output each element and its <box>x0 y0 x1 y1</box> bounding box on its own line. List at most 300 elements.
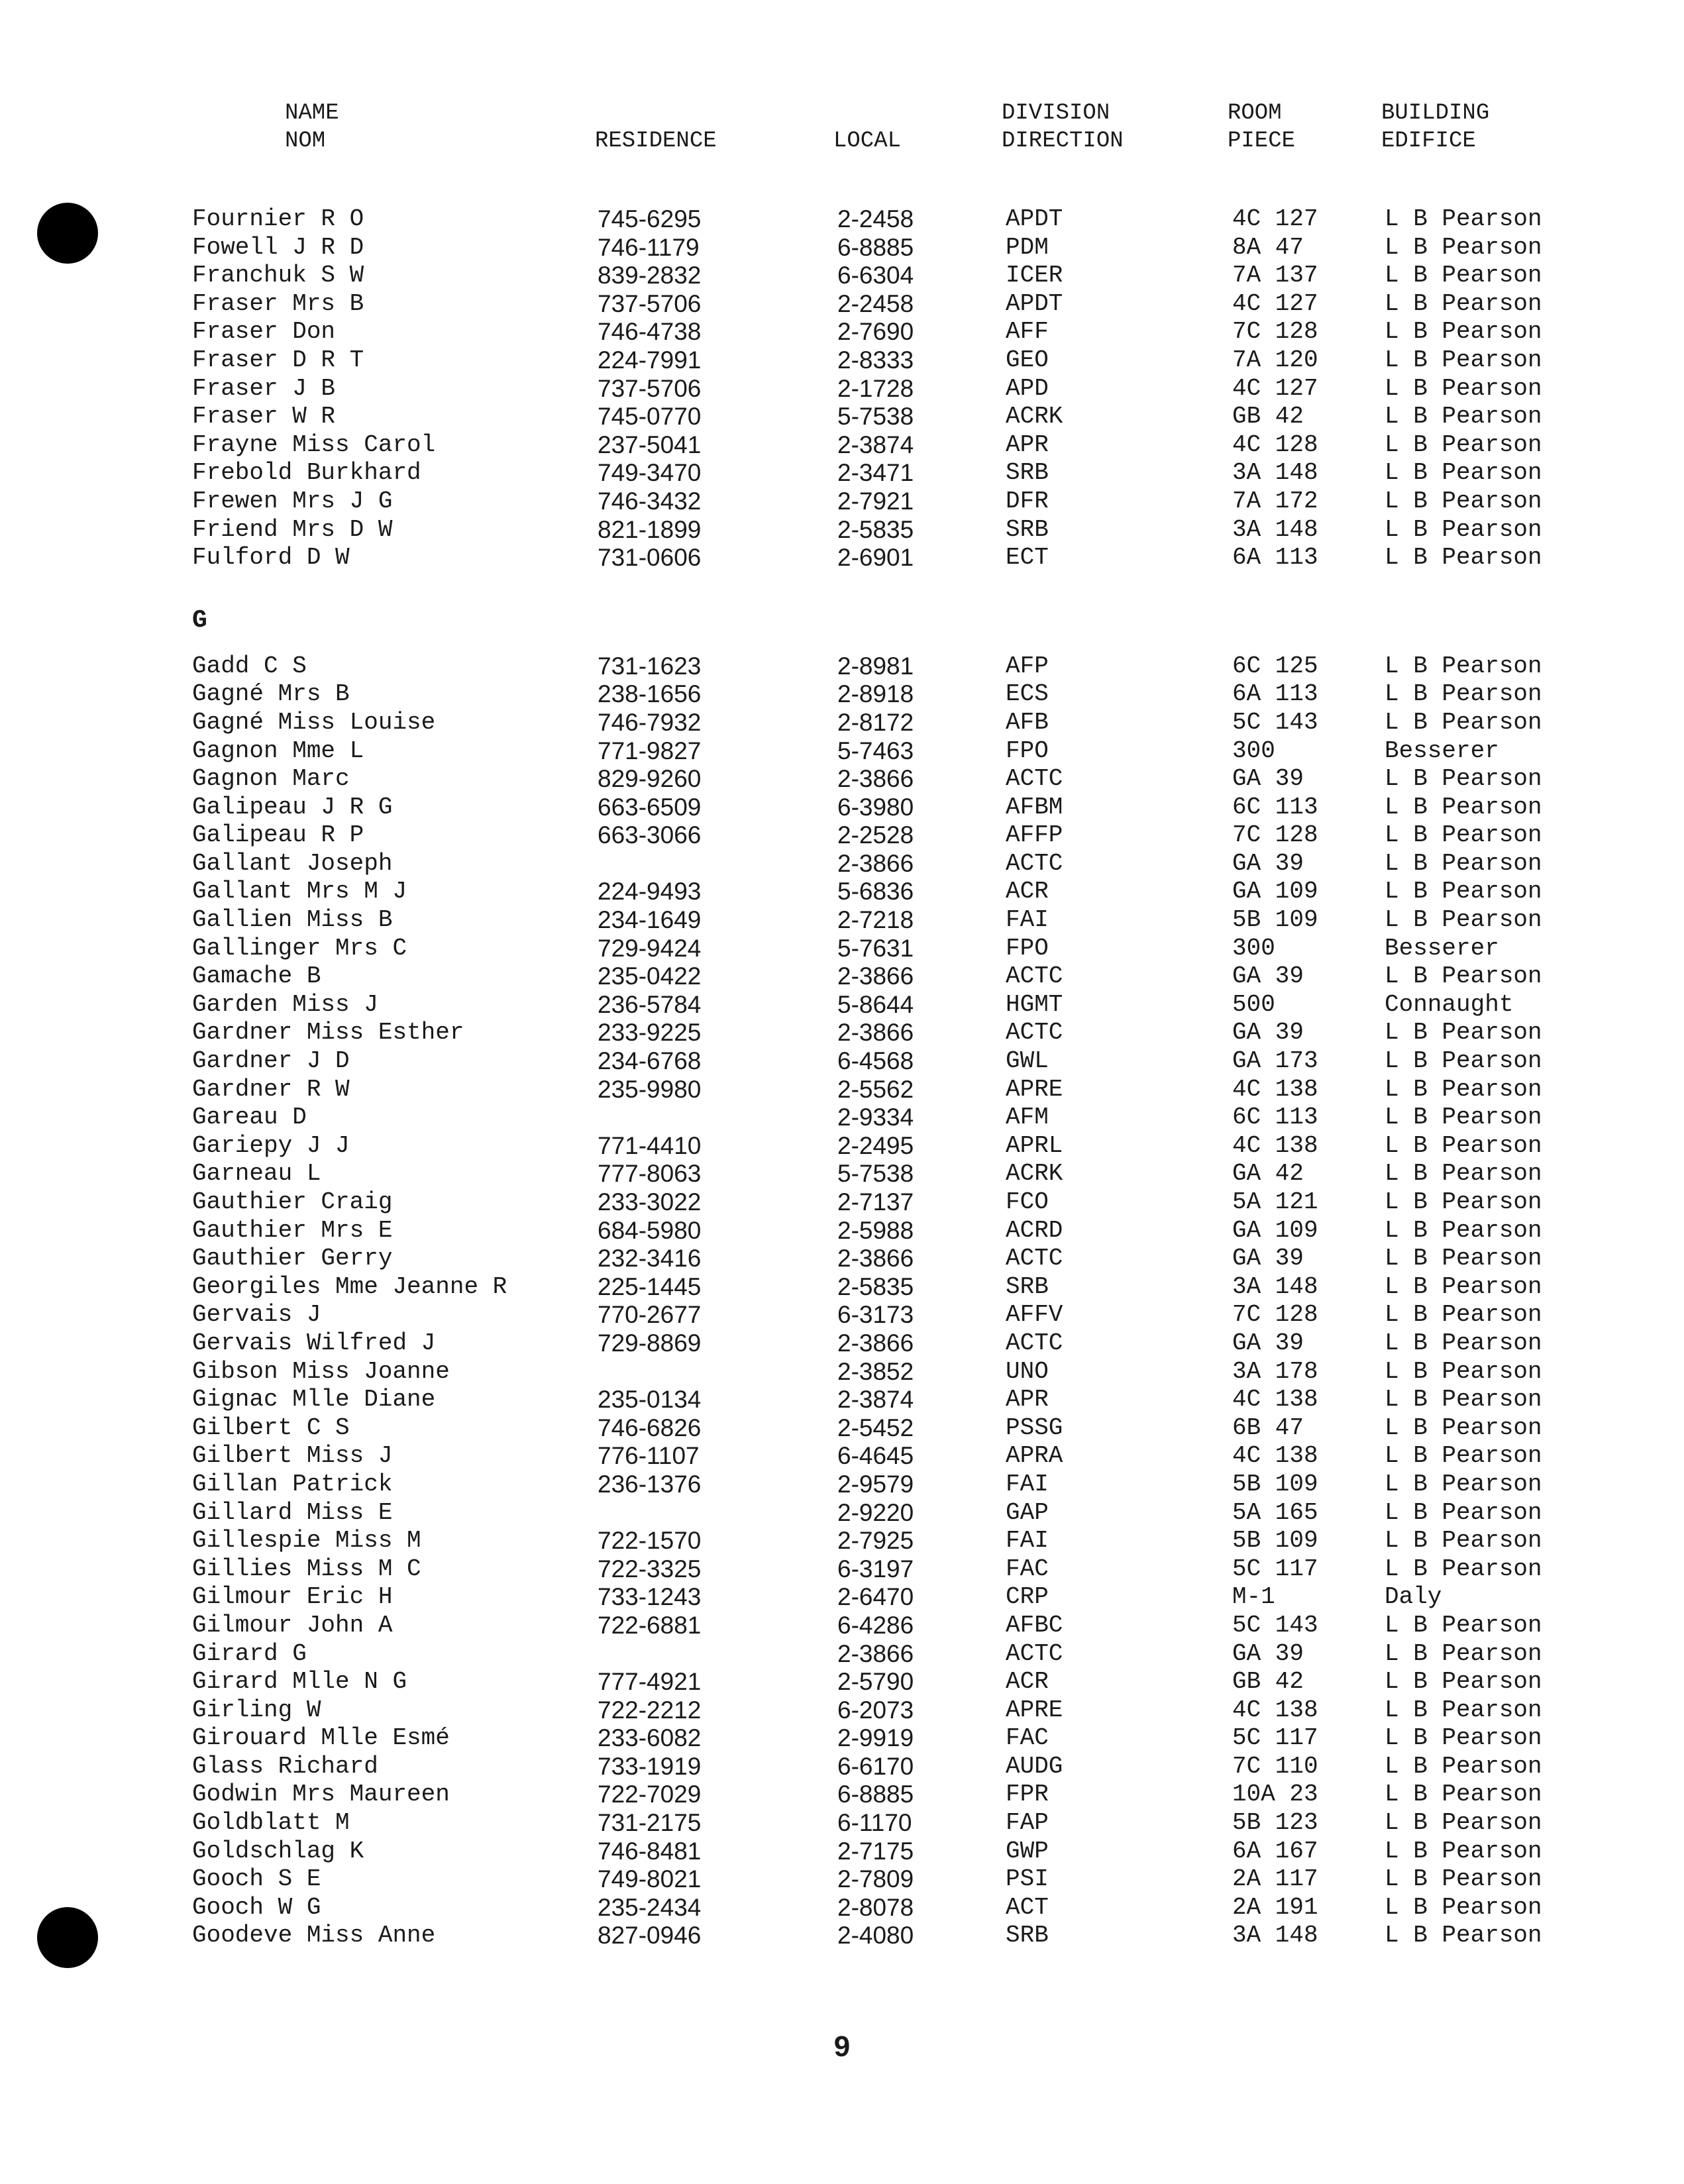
entry-room: 10A 23 <box>1232 1781 1318 1808</box>
entry-building: L B Pearson <box>1385 346 1542 374</box>
entry-building: L B Pearson <box>1385 318 1542 346</box>
directory-row <box>0 1894 1684 1922</box>
entry-building: L B Pearson <box>1385 1047 1542 1075</box>
entry-division: ACT <box>1006 1893 1049 1921</box>
directory-row <box>0 1414 1684 1443</box>
entry-name: Gamache B <box>192 962 321 990</box>
directory-row <box>0 1527 1684 1555</box>
entry-division: APRL <box>1006 1131 1063 1159</box>
entry-residence: 232-3416 <box>598 1245 702 1273</box>
entry-residence: 684-5980 <box>598 1216 702 1244</box>
entry-building: L B Pearson <box>1385 1639 1542 1667</box>
entry-division: APR <box>1006 1386 1049 1414</box>
entry-building: L B Pearson <box>1385 1245 1542 1273</box>
entry-local: 6-3173 <box>837 1301 914 1329</box>
entry-division: AFFP <box>1006 821 1063 849</box>
entry-residence: 233-9225 <box>598 1019 702 1047</box>
entry-local: 2-6901 <box>837 544 914 572</box>
directory-row <box>0 1838 1684 1866</box>
entry-division: SRB <box>1006 515 1049 543</box>
entry-division: GWP <box>1006 1837 1049 1865</box>
entry-building: L B Pearson <box>1385 652 1542 680</box>
entry-room: 5A 165 <box>1232 1498 1318 1526</box>
entry-residence: 224-9493 <box>598 878 702 906</box>
header-name: NAME NOM <box>285 101 339 154</box>
entry-room: 4C 128 <box>1232 431 1318 458</box>
entry-name: Gillan Patrick <box>192 1470 393 1498</box>
entry-division: FAC <box>1006 1555 1049 1583</box>
directory-row <box>0 1922 1684 1950</box>
entry-local: 2-6470 <box>837 1583 914 1611</box>
entry-room: 6C 113 <box>1232 793 1318 821</box>
entry-name: Fraser Mrs B <box>192 289 364 317</box>
entry-building: L B Pearson <box>1385 849 1542 877</box>
entry-local: 2-4080 <box>837 1922 914 1950</box>
directory-row <box>0 1442 1684 1471</box>
entry-division: FPO <box>1006 934 1049 962</box>
entry-name: Frewen Mrs J G <box>192 487 393 515</box>
directory-row <box>0 1499 1684 1528</box>
directory-row <box>0 1640 1684 1669</box>
entry-building: L B Pearson <box>1385 878 1542 906</box>
entry-building: Besserer <box>1385 934 1499 962</box>
entry-name: Gariepy J J <box>192 1131 350 1159</box>
entry-building: L B Pearson <box>1385 233 1542 261</box>
entry-residence: 776-1107 <box>598 1442 700 1470</box>
entry-division: UNO <box>1006 1357 1049 1385</box>
entry-local: 2-5835 <box>837 515 914 543</box>
entry-building: L B Pearson <box>1385 1329 1542 1357</box>
entry-local: 2-2528 <box>837 821 914 849</box>
entry-local: 2-8078 <box>837 1893 914 1921</box>
entry-room: 7A 137 <box>1232 262 1318 289</box>
entry-name: Frayne Miss Carol <box>192 431 436 458</box>
entry-division: ACTC <box>1006 1639 1063 1667</box>
entry-residence: 777-8063 <box>598 1160 702 1188</box>
entry-residence: 777-4921 <box>598 1668 702 1696</box>
entry-name: Fraser J B <box>192 374 336 402</box>
entry-room: 2A 191 <box>1232 1893 1318 1921</box>
entry-division: AFP <box>1006 652 1049 680</box>
entry-room: 5B 109 <box>1232 1470 1318 1498</box>
entry-name: Franchuk S W <box>192 262 364 289</box>
entry-name: Gallinger Mrs C <box>192 934 407 962</box>
entry-room: 7C 110 <box>1232 1752 1318 1780</box>
directory-row <box>0 906 1684 935</box>
entry-building: L B Pearson <box>1385 403 1542 431</box>
entry-name: Fraser W R <box>192 403 336 431</box>
entry-name: Gilbert Miss J <box>192 1442 393 1470</box>
entry-local: 2-8333 <box>837 346 914 374</box>
entry-name: Frebold Burkhard <box>192 459 421 487</box>
entry-division: APRE <box>1006 1696 1063 1724</box>
entry-residence: 237-5041 <box>598 431 702 458</box>
entry-division: DFR <box>1006 487 1049 515</box>
entry-name: Garneau L <box>192 1160 321 1188</box>
directory-row <box>0 962 1684 991</box>
entry-local: 2-7809 <box>837 1865 914 1893</box>
entry-local: 2-3866 <box>837 962 914 990</box>
entry-local: 2-7925 <box>837 1527 914 1555</box>
entry-name: Gagnon Mme L <box>192 737 364 764</box>
entry-room: M-1 <box>1232 1583 1275 1611</box>
entry-room: 6C 113 <box>1232 1104 1318 1131</box>
directory-row <box>0 1076 1684 1104</box>
entry-residence: 236-1376 <box>598 1470 702 1498</box>
entry-division: ACTC <box>1006 765 1063 793</box>
entry-name: Gervais Wilfred J <box>192 1329 436 1357</box>
header-residence: RESIDENCE <box>595 129 717 154</box>
entry-local: 6-4568 <box>837 1047 914 1075</box>
entry-name: Garden Miss J <box>192 990 378 1018</box>
entry-name: Fulford D W <box>192 544 350 572</box>
entry-building: L B Pearson <box>1385 1414 1542 1441</box>
entry-residence: 233-3022 <box>598 1188 702 1216</box>
entry-division: FAP <box>1006 1809 1049 1837</box>
entry-local: 2-7921 <box>837 487 914 515</box>
directory-row <box>0 403 1684 431</box>
entry-name: Friend Mrs D W <box>192 515 393 543</box>
entry-building: L B Pearson <box>1385 1668 1542 1696</box>
entry-name: Gillespie Miss M <box>192 1527 421 1555</box>
entry-residence: 827-0946 <box>598 1922 702 1950</box>
entry-local: 2-7218 <box>837 906 914 934</box>
entry-room: 300 <box>1232 934 1275 962</box>
entry-building: L B Pearson <box>1385 1273 1542 1300</box>
entry-residence: 746-8481 <box>598 1837 702 1865</box>
directory-row <box>0 1273 1684 1302</box>
entry-room: 6C 125 <box>1232 652 1318 680</box>
directory-row <box>0 1188 1684 1217</box>
entry-division: FCO <box>1006 1188 1049 1216</box>
entry-building: L B Pearson <box>1385 1781 1542 1808</box>
entry-building: L B Pearson <box>1385 1470 1542 1498</box>
entry-residence: 749-8021 <box>598 1865 702 1893</box>
entry-room: 3A 148 <box>1232 515 1318 543</box>
entry-room: 2A 117 <box>1232 1865 1318 1893</box>
directory-row <box>0 1047 1684 1076</box>
entry-room: 6A 167 <box>1232 1837 1318 1865</box>
directory-row <box>0 488 1684 516</box>
entry-room: 5C 143 <box>1232 708 1318 736</box>
entry-building: L B Pearson <box>1385 205 1542 233</box>
directory-row <box>0 1583 1684 1612</box>
entry-building: L B Pearson <box>1385 1216 1542 1244</box>
entry-local: 6-8885 <box>837 233 914 261</box>
entry-division: APRE <box>1006 1075 1063 1103</box>
directory-row <box>0 1019 1684 1047</box>
header-room: ROOM PIECE <box>1228 101 1296 154</box>
directory-row <box>0 1301 1684 1329</box>
directory-row <box>0 1471 1684 1499</box>
entry-room: 3A 178 <box>1232 1357 1318 1385</box>
entry-local: 2-7690 <box>837 318 914 346</box>
entry-division: SRB <box>1006 459 1049 487</box>
entry-division: AFBC <box>1006 1611 1063 1639</box>
entry-name: Gagnon Marc <box>192 765 350 793</box>
entry-room: 4C 127 <box>1232 289 1318 317</box>
entry-residence: 839-2832 <box>598 262 702 289</box>
entry-local: 2-3866 <box>837 1329 914 1357</box>
entry-building: L B Pearson <box>1385 708 1542 736</box>
entry-residence: 749-3470 <box>598 459 702 487</box>
entry-room: 7C 128 <box>1232 1301 1318 1329</box>
entry-building: L B Pearson <box>1385 1104 1542 1131</box>
entry-residence: 770-2677 <box>598 1301 702 1329</box>
entry-room: 6A 113 <box>1232 680 1318 708</box>
entry-local: 2-9220 <box>837 1498 914 1526</box>
entry-name: Gagné Mrs B <box>192 680 350 708</box>
entry-local: 2-9919 <box>837 1724 914 1752</box>
entry-building: L B Pearson <box>1385 1442 1542 1470</box>
directory-row <box>0 1358 1684 1386</box>
entry-room: 5B 109 <box>1232 1527 1318 1555</box>
entry-room: 3A 148 <box>1232 459 1318 487</box>
entry-name: Fraser Don <box>192 318 336 346</box>
entry-building: L B Pearson <box>1385 680 1542 708</box>
entry-room: 7A 172 <box>1232 487 1318 515</box>
entry-division: FAI <box>1006 1527 1049 1555</box>
entry-room: GA 42 <box>1232 1160 1304 1188</box>
entry-building: L B Pearson <box>1385 962 1542 990</box>
entry-name: Goldblatt M <box>192 1809 350 1837</box>
entry-building: L B Pearson <box>1385 1555 1542 1583</box>
directory-row <box>0 1217 1684 1245</box>
entry-local: 6-6170 <box>837 1752 914 1780</box>
directory-row <box>0 459 1684 488</box>
entry-residence: 663-3066 <box>598 821 702 849</box>
entry-local: 6-2073 <box>837 1696 914 1724</box>
entry-name: Gilmour John A <box>192 1611 393 1639</box>
section-letter: G <box>192 605 207 635</box>
entry-local: 2-3471 <box>837 459 914 487</box>
entry-name: Gardner R W <box>192 1075 350 1103</box>
entry-local: 2-3866 <box>837 1639 914 1667</box>
entry-division: GWL <box>1006 1047 1049 1075</box>
entry-building: L B Pearson <box>1385 262 1542 289</box>
entry-building: L B Pearson <box>1385 1922 1542 1950</box>
entry-local: 2-9579 <box>837 1470 914 1498</box>
entry-division: ACRK <box>1006 403 1063 431</box>
entry-name: Gadd C S <box>192 652 307 680</box>
entry-local: 5-7631 <box>837 934 914 962</box>
entry-room: GA 39 <box>1232 765 1304 793</box>
entry-division: ACTC <box>1006 1329 1063 1357</box>
entry-division: ECS <box>1006 680 1049 708</box>
entry-building: L B Pearson <box>1385 1498 1542 1526</box>
entry-room: 5B 123 <box>1232 1809 1318 1837</box>
entry-room: 4C 127 <box>1232 205 1318 233</box>
entry-local: 2-7137 <box>837 1188 914 1216</box>
entry-building: L B Pearson <box>1385 1837 1542 1865</box>
entry-local: 2-2495 <box>837 1131 914 1159</box>
entry-name: Gilbert C S <box>192 1414 350 1441</box>
entry-room: 5A 121 <box>1232 1188 1318 1216</box>
entry-residence: 745-6295 <box>598 205 702 233</box>
entry-building: Connaught <box>1385 990 1514 1018</box>
entry-name: Galipeau R P <box>192 821 364 849</box>
entry-local: 2-3852 <box>837 1357 914 1385</box>
entry-room: GB 42 <box>1232 1668 1304 1696</box>
entry-division: AFF <box>1006 318 1049 346</box>
entry-building: L B Pearson <box>1385 515 1542 543</box>
directory-row <box>0 375 1684 403</box>
entry-division: SRB <box>1006 1273 1049 1300</box>
entry-name: Glass Richard <box>192 1752 378 1780</box>
entry-building: L B Pearson <box>1385 544 1542 572</box>
entry-division: GAP <box>1006 1498 1049 1526</box>
entry-local: 2-8172 <box>837 708 914 736</box>
entry-room: 4C 127 <box>1232 374 1318 402</box>
entry-name: Georgiles Mme Jeanne R <box>192 1273 507 1300</box>
entry-division: CRP <box>1006 1583 1049 1611</box>
entry-division: ACRK <box>1006 1160 1063 1188</box>
entry-division: PDM <box>1006 233 1049 261</box>
directory-row <box>0 652 1684 681</box>
entry-name: Gareau D <box>192 1104 307 1131</box>
entry-room: 300 <box>1232 737 1275 764</box>
entry-name: Gauthier Mrs E <box>192 1216 393 1244</box>
entry-room: 4C 138 <box>1232 1075 1318 1103</box>
entry-residence: 722-2212 <box>598 1696 702 1724</box>
entry-residence: 771-9827 <box>598 737 702 764</box>
entry-building: L B Pearson <box>1385 1160 1542 1188</box>
entry-building: L B Pearson <box>1385 1865 1542 1893</box>
entry-room: 3A 148 <box>1232 1922 1318 1950</box>
entry-name: Gillies Miss M C <box>192 1555 421 1583</box>
entry-division: FAI <box>1006 906 1049 934</box>
entry-room: 4C 138 <box>1232 1442 1318 1470</box>
entry-residence: 235-0134 <box>598 1386 702 1414</box>
entry-name: Fournier R O <box>192 205 364 233</box>
directory-row <box>0 1386 1684 1414</box>
entry-name: Gillard Miss E <box>192 1498 393 1526</box>
entry-residence: 663-6509 <box>598 793 702 821</box>
entry-name: Gooch S E <box>192 1865 321 1893</box>
entry-local: 2-5835 <box>837 1273 914 1300</box>
entry-building: L B Pearson <box>1385 1724 1542 1752</box>
entry-residence: 733-1919 <box>598 1752 702 1780</box>
entry-room: 6B 47 <box>1232 1414 1304 1441</box>
entry-division: AFM <box>1006 1104 1049 1131</box>
entry-building: L B Pearson <box>1385 431 1542 458</box>
entry-residence: 737-5706 <box>598 374 702 402</box>
entry-local: 2-5562 <box>837 1075 914 1103</box>
directory-row <box>0 1160 1684 1188</box>
entry-name: Fowell J R D <box>192 233 364 261</box>
entry-division: AFB <box>1006 708 1049 736</box>
entry-local: 2-3866 <box>837 765 914 793</box>
entry-local: 2-2458 <box>837 289 914 317</box>
entry-room: 4C 138 <box>1232 1131 1318 1159</box>
entry-residence: 729-9424 <box>598 934 702 962</box>
entry-building: L B Pearson <box>1385 487 1542 515</box>
entry-room: GA 39 <box>1232 1019 1304 1047</box>
entry-local: 5-7538 <box>837 403 914 431</box>
entry-local: 2-3866 <box>837 1245 914 1273</box>
entry-division: APDT <box>1006 289 1063 317</box>
directory-row <box>0 1668 1684 1696</box>
entry-room: 5C 117 <box>1232 1555 1318 1583</box>
entry-residence: 746-7932 <box>598 708 702 736</box>
entry-residence: 225-1445 <box>598 1273 702 1300</box>
entry-local: 6-3980 <box>837 793 914 821</box>
entry-building: L B Pearson <box>1385 1386 1542 1414</box>
entry-local: 2-8918 <box>837 680 914 708</box>
directory-row <box>0 991 1684 1019</box>
entry-room: GA 173 <box>1232 1047 1318 1075</box>
entry-building: L B Pearson <box>1385 1131 1542 1159</box>
entry-room: 7C 128 <box>1232 821 1318 849</box>
entry-name: Gallien Miss B <box>192 906 393 934</box>
entry-room: GA 39 <box>1232 1245 1304 1273</box>
entry-local: 6-3197 <box>837 1555 914 1583</box>
entry-name: Gardner Miss Esther <box>192 1019 464 1047</box>
entry-local: 2-3874 <box>837 1386 914 1414</box>
entry-building: L B Pearson <box>1385 1611 1542 1639</box>
entry-building: L B Pearson <box>1385 1809 1542 1837</box>
entry-residence: 234-1649 <box>598 906 702 934</box>
directory-row <box>0 1781 1684 1809</box>
directory-row <box>0 346 1684 375</box>
entry-building: L B Pearson <box>1385 906 1542 934</box>
directory-row <box>0 1809 1684 1838</box>
entry-local: 2-2458 <box>837 205 914 233</box>
directory-row <box>0 821 1684 850</box>
entry-division: ACRD <box>1006 1216 1063 1244</box>
directory-row <box>0 709 1684 737</box>
entry-name: Godwin Mrs Maureen <box>192 1781 450 1808</box>
entry-division: PSI <box>1006 1865 1049 1893</box>
entry-building: L B Pearson <box>1385 374 1542 402</box>
entry-name: Gauthier Craig <box>192 1188 393 1216</box>
header-division: DIVISION DIRECTION <box>1002 101 1124 154</box>
entry-building: Daly <box>1385 1583 1442 1611</box>
entry-residence: 745-0770 <box>598 403 702 431</box>
entry-local: 5-8644 <box>837 990 914 1018</box>
entry-building: L B Pearson <box>1385 1019 1542 1047</box>
entry-name: Girard Mlle N G <box>192 1668 407 1696</box>
entry-room: 6A 113 <box>1232 544 1318 572</box>
entry-division: FAC <box>1006 1724 1049 1752</box>
entry-local: 5-7463 <box>837 737 914 764</box>
directory-row <box>0 1696 1684 1725</box>
entry-division: ACR <box>1006 878 1049 906</box>
entry-building: L B Pearson <box>1385 1301 1542 1329</box>
entry-division: FAI <box>1006 1470 1049 1498</box>
directory-row <box>0 516 1684 545</box>
directory-row <box>0 318 1684 346</box>
entry-residence: 746-4738 <box>598 318 702 346</box>
entry-building: L B Pearson <box>1385 459 1542 487</box>
entry-room: GA 39 <box>1232 1639 1304 1667</box>
directory-row <box>0 1612 1684 1640</box>
entry-room: GA 39 <box>1232 849 1304 877</box>
directory-row <box>0 1865 1684 1894</box>
entry-division: AFFV <box>1006 1301 1063 1329</box>
entry-name: Fraser D R T <box>192 346 364 374</box>
entry-residence: 729-8869 <box>598 1329 702 1357</box>
entry-room: 7A 120 <box>1232 346 1318 374</box>
entry-room: GA 109 <box>1232 1216 1318 1244</box>
entry-building: L B Pearson <box>1385 1893 1542 1921</box>
entry-residence: 746-3432 <box>598 487 702 515</box>
entry-local: 2-3874 <box>837 431 914 458</box>
entry-division: APD <box>1006 374 1049 402</box>
directory-row <box>0 205 1684 234</box>
entry-residence: 235-9980 <box>598 1075 702 1103</box>
entry-room: 4C 138 <box>1232 1696 1318 1724</box>
